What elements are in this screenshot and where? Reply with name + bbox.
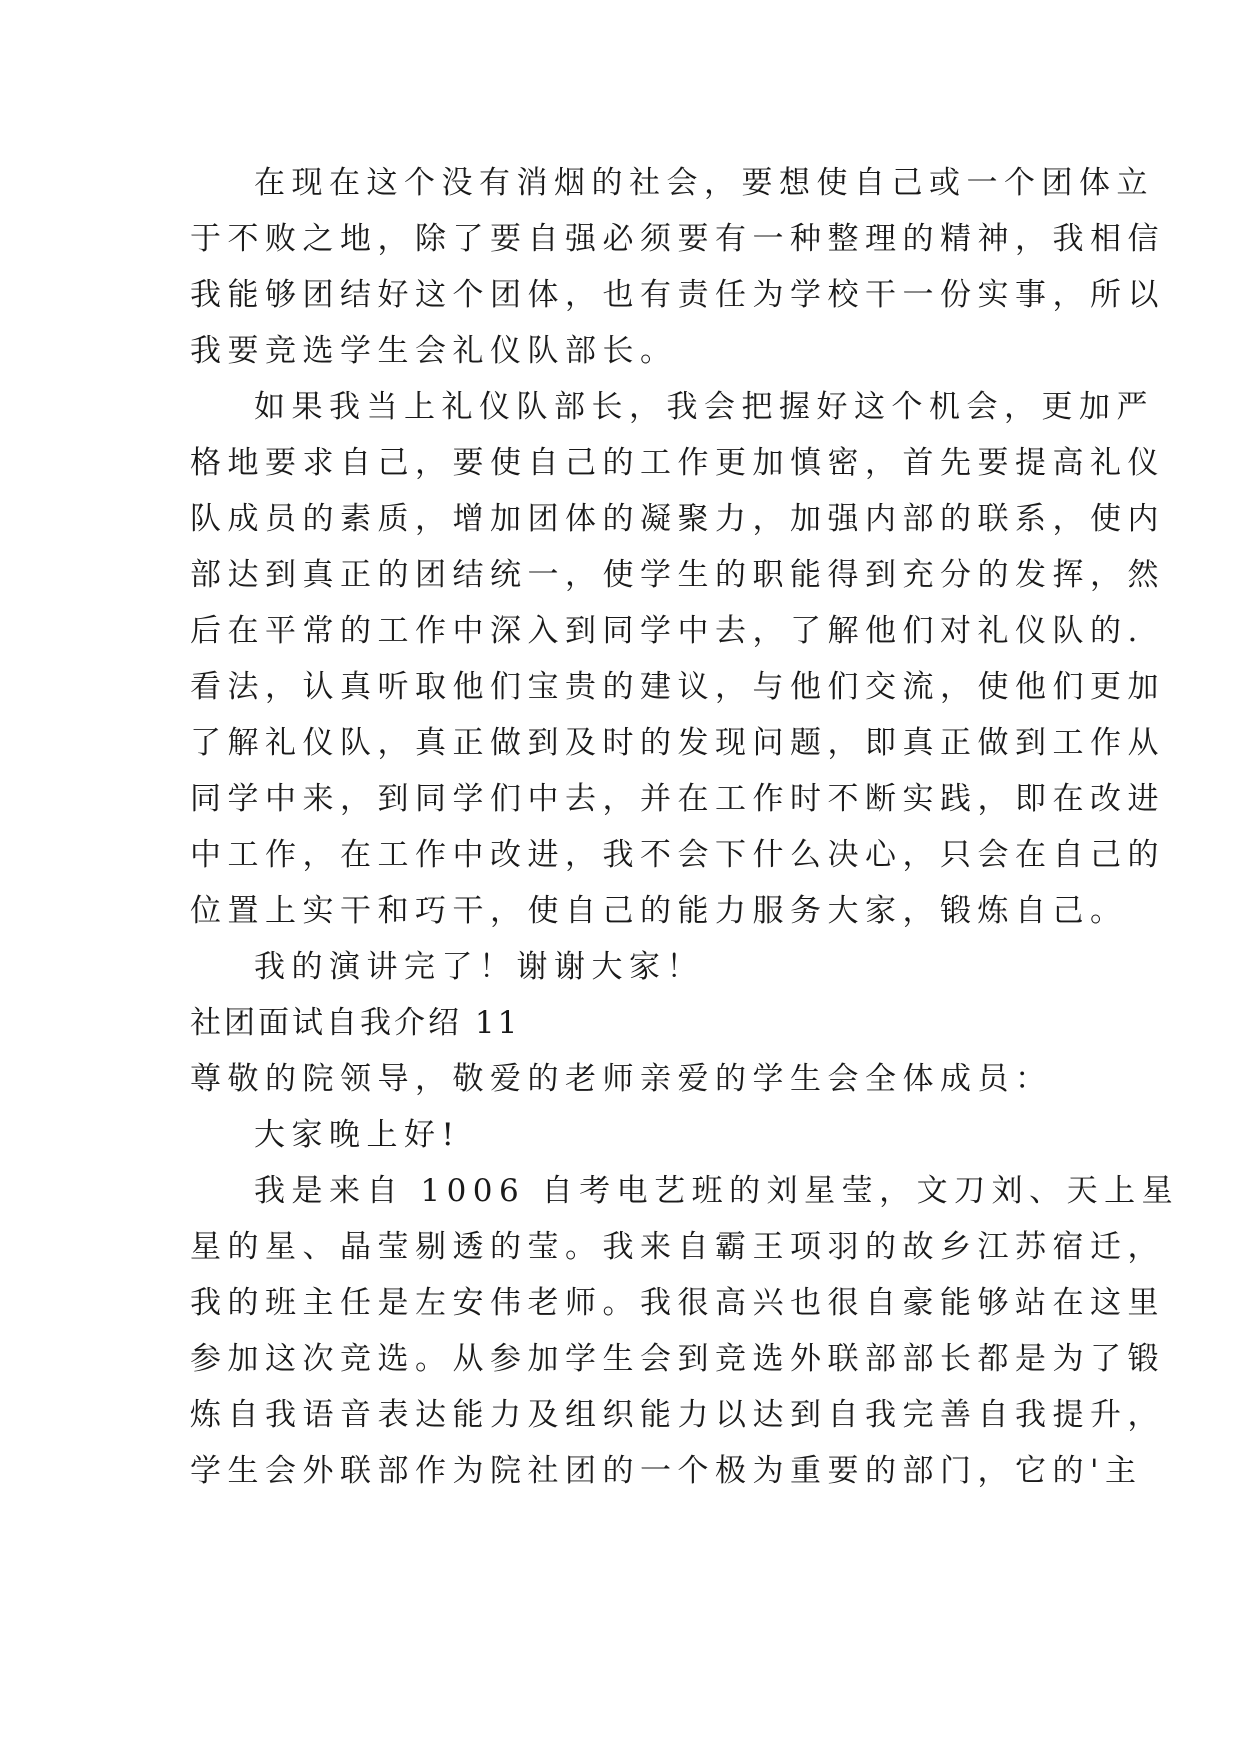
paragraph-line: 了解礼仪队，真正做到及时的发现问题，即真正做到工作从 [190,725,1165,761]
document-body [190,155,1180,1499]
paragraph-line: 如果我当上礼仪队部长，我会把握好这个机会，更加严 [254,389,1154,425]
closing-line: 我的演讲完了！谢谢大家！ [254,949,704,985]
paragraph-line: 星的星、晶莹剔透的莹。我来自霸王项羽的故乡江苏宿迁， [190,1229,1165,1265]
paragraph-line: 同学中来，到同学们中去，并在工作时不断实践，即在改进 [190,781,1165,817]
paragraph-line: 我是来自 1006 自考电艺班的刘星莹，文刀刘、天上星 [254,1173,1180,1209]
paragraph-line: 炼自我语音表达能力及组织能力以达到自我完善自我提升， [190,1397,1165,1433]
paragraph-line: 部达到真正的团结统一，使学生的职能得到充分的发挥，然 [190,557,1165,593]
paragraph-line: 我的班主任是左安伟老师。我很高兴也很自豪能够站在这里 [190,1285,1165,1321]
paragraph-line: 参加这次竞选。从参加学生会到竞选外联部部长都是为了锻 [190,1341,1165,1377]
paragraph-line: 看法，认真听取他们宝贵的建议，与他们交流，使他们更加 [190,669,1165,705]
paragraph-line: 后在平常的工作中深入到同学中去，了解他们对礼仪队的. [190,613,1144,649]
section-heading: 社团面试自我介绍 11 [190,1005,521,1041]
paragraph-line: 于不败之地，除了要自强必须要有一种整理的精神，我相信 [190,221,1165,257]
greeting-line: 大家晚上好! [254,1117,461,1153]
paragraph-line: 学生会外联部作为院社团的一个极为重要的部门，它的'主 [190,1453,1143,1489]
paragraph-line: 中工作，在工作中改进，我不会下什么决心，只会在自己的 [190,837,1165,873]
paragraph-line: 位置上实干和巧干，使自己的能力服务大家，锻炼自己。 [190,893,1128,929]
paragraph-line: 队成员的素质，增加团体的凝聚力，加强内部的联系，使内 [190,501,1165,537]
paragraph-line: 我能够团结好这个团体，也有责任为学校干一份实事，所以 [190,277,1165,313]
paragraph-line: 在现在这个没有消烟的社会，要想使自己或一个团体立 [254,165,1154,201]
paragraph-line: 格地要求自己，要使自己的工作更加慎密，首先要提高礼仪 [190,445,1165,481]
paragraph-line: 我要竞选学生会礼仪队部长。 [190,333,678,369]
salutation-line: 尊敬的院领导，敬爱的老师亲爱的学生会全体成员： [190,1061,1053,1097]
